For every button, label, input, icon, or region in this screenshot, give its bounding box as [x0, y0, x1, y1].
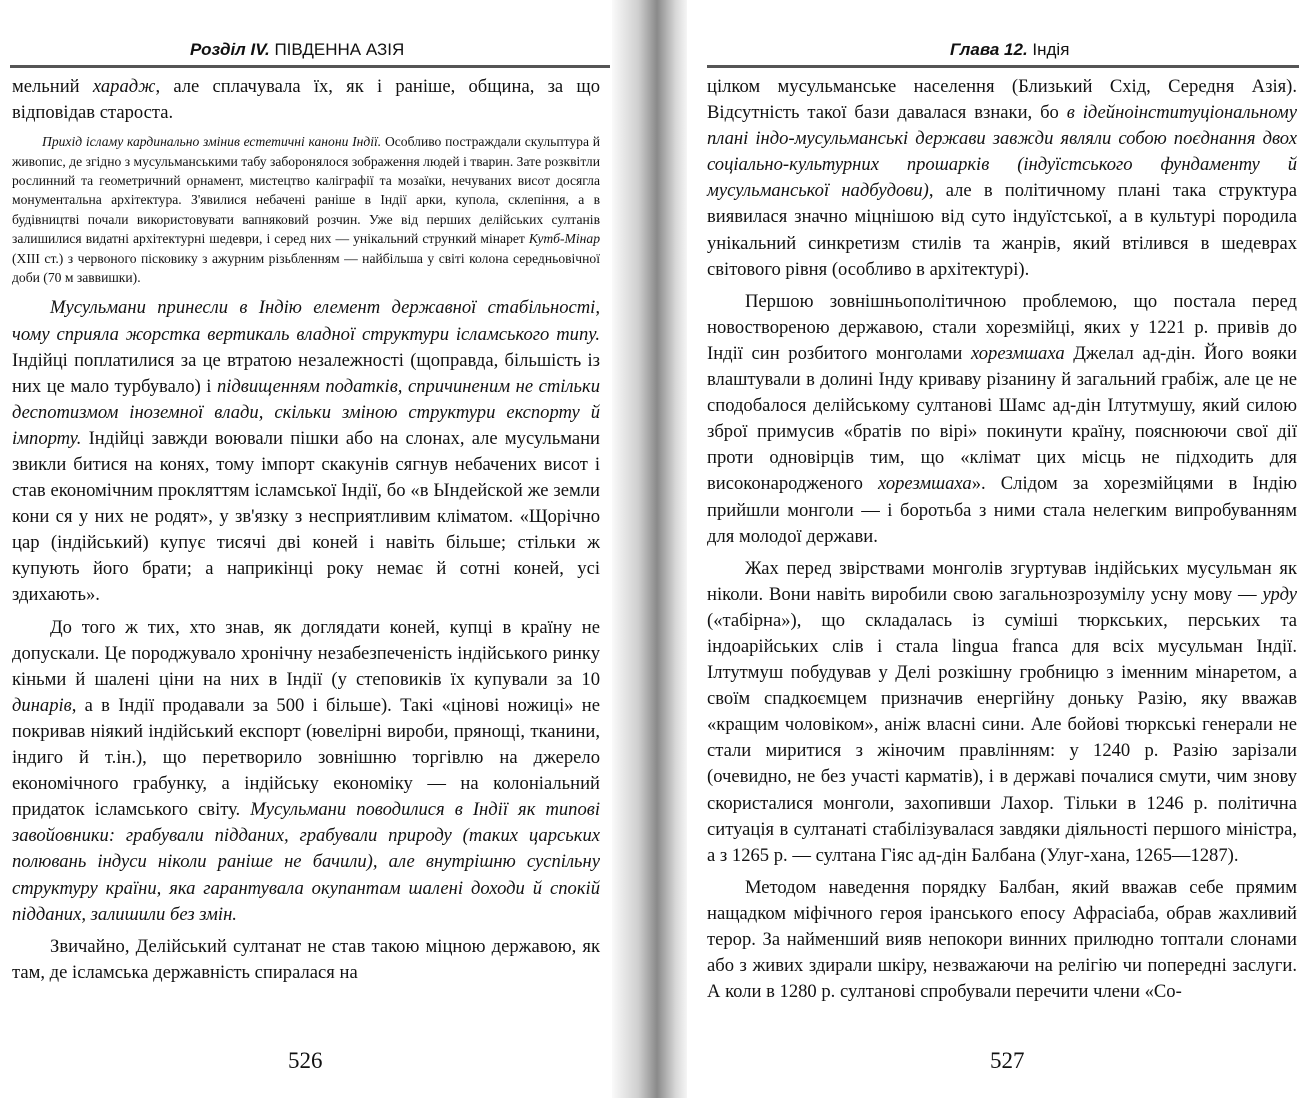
text-run: , але в політичному плані така структура виявилася значно міцнішою від суто індуїстської, а в культурі породила унікальний синкретизм стилів та жанрів, який втілився в шедеврах світового рівня (особливо в архітектурі). [707, 180, 1297, 280]
right-header-title: Індія [1032, 40, 1070, 59]
italic-term: хорезмшаха [878, 473, 972, 495]
left-paragraph-1 [12, 74, 600, 126]
text-run: Особливо постраждали скульптура й живопис, де згідно з мусульманськими табу заборонялося зображення людей і тварин. Зате розквітли рослинний та геометричний орнамент, мистецтво каліграфії та мозаїки, нечуваних висот досягла монументальна архітектура. З'явилися небачені раніше в Індії арки, купола, склепіння, а в будівництві почали використовувати вапняковий розчин. Уже від перших делійських султанів залишилися видатні архітектурні шедеври, і серед них — унікальний стрункий мінарет [12, 134, 600, 247]
text-run: (XIII ст.) з червоного пісковику з ажурним різьбленням — найбільша у світі колона середньовічної доби (70 м заввишки). [12, 250, 600, 286]
left-small-print-block [12, 132, 600, 287]
italic-emphasis: в ідейноінституціональному плані індо-мусульманські держави завжди являли собою поєднання двох соціально-культурних прошарків (індуїстського фундаменту й мусульманської надбудови) [707, 102, 1297, 202]
text-run: («табірна»), що складалась із суміші тюркських, перських та індоарійських слів і стала lingua franca для всіх мусульман Індії. Ілтутмуш побудував у Делі розкішну гробницю з іменним мінаретом, а своїм спадкоємцем призначив енергійну доньку Разію, яку вважав «кращим чоловіком», аніж власні сини. Але бойові тюркські генерали не стали миритися з жіночим правлінням: у 1240 р. Разію зарізали (очевидно, не без участі карматів), і в державі почалися смути, чим знову скористалися монголи, захопивши Лахор. Тільки в 1246 р. політична ситуація в султанаті стабілізувалася завдяки діяльності першого міністра, а з 1265 р. — султана Гіяс ад-дін Балбана (Улуг-хана, 1265—1287). [707, 609, 1297, 866]
book-gutter [612, 0, 687, 1098]
right-running-header [950, 40, 1069, 60]
text-run: Індійці поплатилися за це втратою незалежності (щоправда, більшість із них це мало турбувало) і [12, 349, 600, 397]
text-run: цілком мусульманське населення (Близький Схід, Середня Азія). Відсутність такої бази давалася взнаки, бо [707, 76, 1297, 124]
right-header-rule [707, 65, 1299, 68]
text-run: Індійці завжди воювали пішки або на слонах, але мусульмани звикли битися на конях, тому імпорт скакунів сягнув небачених висот і став економічним прокляттям ісламської Індії, бо «в Ындейской же земли кони ся у них не родят», у зв'язку з несприятливим кліматом. «Щорічно цар (індійський) купує тисячі дві коней і навіть більше; стільки ж купують його брати; а наприкінці року немає й сотні коней, усі здихають». [12, 427, 600, 606]
text-run: , а в Індії продавали за 500 і більше). Такі «цінові ножиці» не покривав ніякий індійський експорт (ювелірні вироби, прянощі, тканини, індиго й т.ін.), що перетворило зовнішню торгівлю на джерело економічного грабунку, а індійську економіку — на колоніальний придаток ісламського світу. [12, 694, 600, 821]
italic-emphasis: Мусульмани принесли в Індію елемент державної стабільності, чому сприяла жорстка вертикаль владної структури ісламського типу. [12, 297, 600, 345]
left-paragraph-4 [12, 615, 600, 928]
right-paragraph-2 [707, 289, 1297, 550]
text-run: ». Слідом за хорезмійцями в Індію прийшли монголи — і боротьба з ними стала нелегким випробуванням для молодої держави. [707, 473, 1297, 547]
text-run: , але сплачувала їх, як і раніше, община, за що відповідав староста. [12, 76, 601, 124]
italic-term: динарів [12, 694, 72, 716]
left-header-rule [10, 65, 610, 68]
italic-term: харадж [92, 76, 156, 97]
right-page-body [707, 74, 1297, 1011]
text-run: Джелал ад-дін. Його вояки влаштували в долині Інду криваву різанину й загальний грабіж, але це не сподобалося делійському султанові Шамс ад-дін Ілтутмушу, який силою зброї примусив «братів по вірі» покинути країну, пояснюючи свої дії проти одновірців тим, що «клімат цих місць не підходить для високонародженого [707, 342, 1297, 495]
right-paragraph-4: Методом наведення порядку Балбан, який вважав себе прямим нащадком міфічного героя іранського епосу Афрасіаба, обрав жахливий терор. За найменший вияв непокори винних прилюдно топтали слонами або з живих здирали шкіру, незважаючи на релігію чи попередні заслуги. А коли в 1280 р. султанові спробували перечити члени «Со- [707, 876, 1297, 1003]
italic-lead: Прихід ісламу кардинально змінив естетичні канони Індії. [42, 134, 382, 150]
left-running-header [190, 40, 404, 60]
text-run: Першою зовнішньополітичною проблемою, що постала перед новоствореною державою, стали хорезмійці, яких у 1221 р. привів до Індії син розбитого монголами [707, 290, 1297, 364]
right-paragraph-1 [707, 74, 1297, 283]
left-header-title: ПІВДЕННА АЗІЯ [274, 40, 405, 59]
text-run: Жах перед звірствами монголів згуртував індійських мусульман як ніколи. Вони навіть виробили свою загальнозрозумілу усну мову — [707, 557, 1297, 605]
text-run: До того ж тих, хто знав, як доглядати коней, купці в країну не допускали. Це породжувало хронічну незабезпеченість індійського ринку кіньми й шалені ціни на них в Індії (у степовиків їх купували за 10 [12, 616, 600, 690]
left-paragraph-3 [12, 295, 600, 608]
left-paragraph-5: Звичайно, Делійський султанат не став такою міцною державою, як там, де ісламська державність спиралася на [12, 935, 600, 983]
right-paragraph-3 [707, 556, 1297, 869]
right-header-part: Глава 12. [950, 40, 1028, 59]
left-page-number: 526 [288, 1048, 323, 1073]
text-run: мельний [12, 76, 93, 97]
italic-term: урду [1262, 583, 1297, 605]
italic-emphasis: Мусульмани поводилися в Індії як типові завойовники: грабували підданих, грабували природу (таких царських полювань індуси ніколи раніше не бачили), але внутрішню суспільну структуру країни, яка гарантувала окупантам шалені доходи й спокій підданих, залишили без змін. [12, 799, 600, 925]
left-page-body [12, 74, 600, 992]
left-header-part: Розділ IV. [190, 40, 270, 59]
italic-term: Кутб-Мінар [528, 231, 600, 247]
italic-term: хорезмшаха [970, 342, 1065, 364]
right-page-number: 527 [990, 1048, 1025, 1073]
italic-emphasis: підвищенням податків, спричиненим не стільки деспотизмом іноземної влади, скільки зміною структури експорту й імпорту. [12, 375, 600, 449]
right-page [687, 0, 1306, 1098]
left-page [0, 0, 612, 1098]
